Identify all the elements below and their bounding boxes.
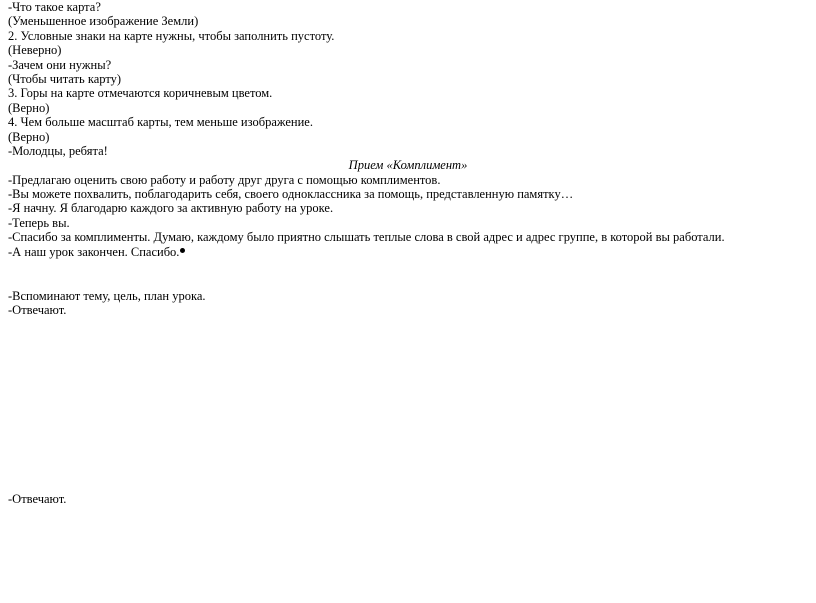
text-line: -Спасибо за комплименты. Думаю, каждому было приятно слышать теплые слова в свой адрес и адрес группе, в которой вы работали. <box>8 230 725 245</box>
compliment-block <box>8 173 808 259</box>
text-line: (Чтобы читать карту) <box>8 71 122 86</box>
closing-line <box>8 245 808 259</box>
document-page <box>8 0 808 506</box>
section-heading: Прием «Комплимент» <box>348 158 468 173</box>
text-line: -Теперь вы. <box>8 215 70 230</box>
text-line: (Верно) <box>8 129 50 144</box>
text-line: -Отвечают. <box>8 303 67 318</box>
spacer <box>8 318 808 492</box>
text-line: 4. Чем больше масштаб карты, тем меньше изображение. <box>8 115 313 130</box>
text-line: -Предлагаю оценить свою работу и работу друг друга с помощью комплиментов. <box>8 172 441 187</box>
text-line: -Вы можете похвалить, поблагодарить себя, своего одноклассника за помощь, представленную памятку… <box>8 187 574 202</box>
text-line: (Уменьшенное изображение Земли) <box>8 14 199 29</box>
text-line: (Верно) <box>8 100 50 115</box>
text-line: -Вспоминают тему, цель, план урока. <box>8 289 206 304</box>
text-line: -Я начну. Я благодарю каждого за активную работу на уроке. <box>8 201 334 216</box>
bullet-dot-icon <box>180 248 185 253</box>
closing-text: -А наш урок закончен. Спасибо. <box>8 244 180 259</box>
teacher-questions-block <box>8 0 808 158</box>
spacer <box>8 259 808 289</box>
text-line: -Что такое карта? <box>8 0 101 14</box>
text-line: 2. Условные знаки на карте нужны, чтобы заполнить пустоту. <box>8 28 335 43</box>
text-line: -Зачем они нужны? <box>8 57 112 72</box>
final-answer-line: -Отвечают. <box>8 491 67 506</box>
student-actions-block <box>8 289 808 318</box>
text-line: (Неверно) <box>8 43 62 58</box>
text-line: 3. Горы на карте отмечаются коричневым цветом. <box>8 86 273 101</box>
text-line: -Молодцы, ребята! <box>8 143 108 158</box>
